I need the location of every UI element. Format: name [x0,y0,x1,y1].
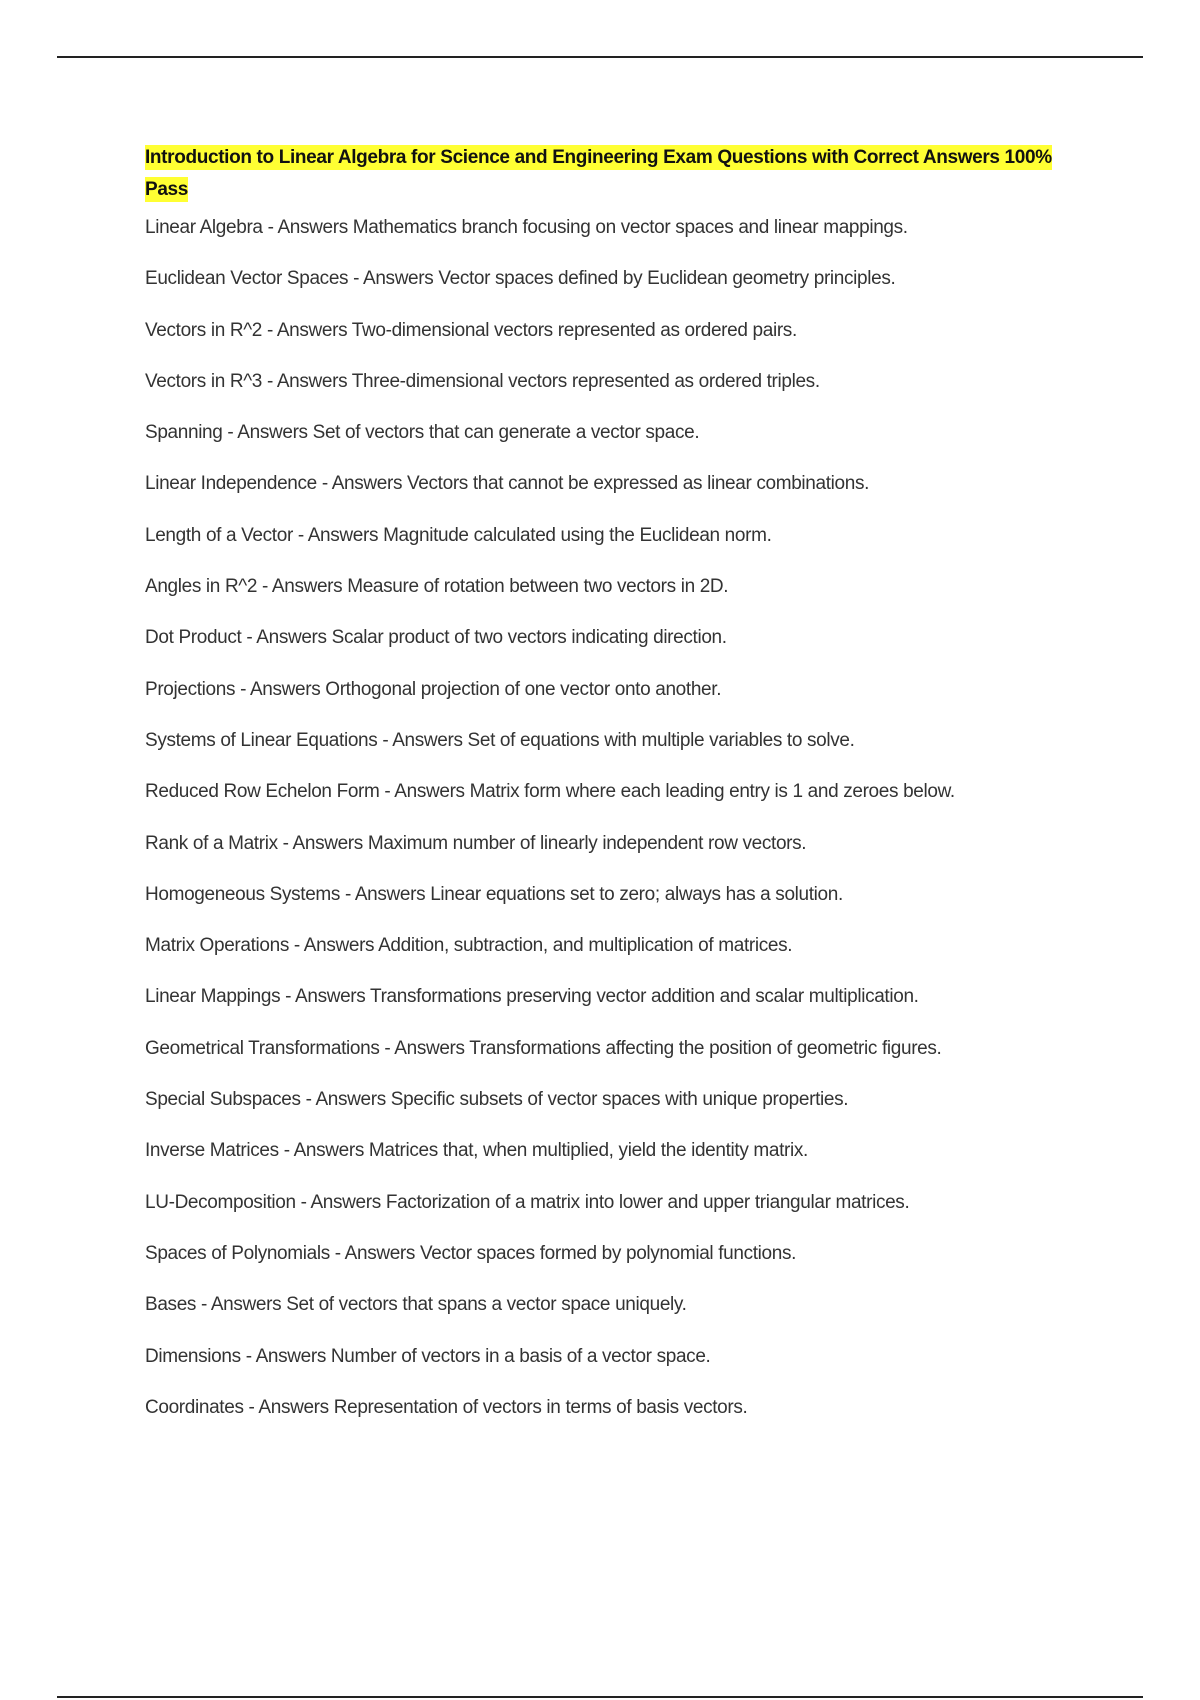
qa-separator: - [196,1294,211,1316]
qa-term: Linear Independence [145,473,317,495]
qa-list [145,216,1065,1420]
qa-separator: - [262,370,277,392]
document-title [145,142,1065,206]
qa-term: Spanning [145,422,223,444]
qa-item [145,1191,1065,1215]
qa-separator: - [292,524,308,546]
qa-item [145,985,1065,1009]
qa-item [145,832,1065,856]
qa-term: LU-Decomposition [145,1191,296,1213]
qa-term: Projections [145,678,236,700]
qa-separator: - [243,1396,259,1418]
qa-item [145,626,1065,650]
qa-separator: - [277,832,293,854]
qa-answer: Answers Transformations affecting the position of geometric figures. [394,1037,942,1059]
qa-term: Bases [145,1294,197,1316]
qa-separator: - [348,268,363,290]
qa-term: Length of a Vector [145,524,293,546]
qa-answer: Answers Representation of vectors in terms of basis vectors. [258,1396,748,1418]
qa-item [145,934,1065,958]
qa-answer: Answers Specific subsets of vector spaces with unique properties. [315,1089,849,1111]
qa-answer: Answers Scalar product of two vectors indicating direction. [256,627,727,649]
qa-separator: - [316,473,332,495]
qa-term: Linear Algebra [145,217,263,238]
qa-answer: Answers Vectors that cannot be expressed as linear combinations. [331,473,870,495]
qa-separator: - [235,678,250,700]
qa-term: Vectors in R^3 [145,370,263,392]
qa-term: Vectors in R^2 [145,319,263,341]
qa-answer: Answers Vector spaces formed by polynomial functions. [344,1242,797,1264]
qa-item [145,472,1065,496]
qa-separator: - [257,576,272,598]
qa-separator: - [295,1191,311,1213]
qa-item [145,729,1065,753]
qa-answer: Answers Maximum number of linearly independent row vectors. [292,832,807,854]
qa-term: Rank of a Matrix [145,832,278,854]
qa-answer: Answers Matrices that, when multiplied, yield the identity matrix. [293,1140,808,1162]
qa-term: Geometrical Transformations [145,1037,380,1059]
qa-term: Linear Mappings [145,986,281,1008]
qa-answer: Answers Set of equations with multiple variables to solve. [392,729,855,751]
qa-term: Special Subspaces [145,1089,301,1111]
qa-answer: Answers Mathematics branch focusing on vector spaces and linear mappings. [277,217,908,238]
qa-answer: Answers Factorization of a matrix into lower and upper triangular matrices. [310,1191,910,1213]
qa-term: Inverse Matrices [145,1140,279,1162]
qa-separator: - [289,935,304,957]
qa-term: Homogeneous Systems [145,883,341,905]
qa-answer: Answers Vector spaces defined by Euclidean geometry principles. [363,268,896,290]
qa-answer: Answers Addition, subtraction, and multiplication of matrices. [303,935,793,957]
qa-term: Reduced Row Echelon Form [145,781,380,803]
qa-term: Systems of Linear Equations [145,729,378,751]
qa-answer: Answers Transformations preserving vector addition and scalar multiplication. [295,986,919,1008]
qa-term: Spaces of Polynomials [145,1242,330,1264]
qa-answer: Answers Number of vectors in a basis of a vector space. [255,1345,711,1367]
document-body [145,142,1065,1447]
qa-item [145,370,1065,394]
qa-separator: - [222,422,238,444]
qa-item [145,1396,1065,1420]
title-highlight: Introduction to Linear Algebra for Science and Engineering Exam Questions with Correct Answers 100% Pass [145,147,1052,200]
qa-item [145,1139,1065,1163]
qa-separator: - [240,1345,256,1367]
qa-answer: Answers Three-dimensional vectors represented as ordered triples. [276,370,820,392]
qa-separator: - [262,217,278,238]
qa-separator: - [379,781,395,803]
qa-separator: - [280,986,296,1008]
qa-answer: Answers Measure of rotation between two vectors in 2D. [271,576,729,598]
qa-separator: - [300,1089,316,1111]
qa-answer: Answers Matrix form where each leading entry is 1 and zeroes below. [394,781,955,803]
qa-separator: - [377,729,393,751]
qa-answer: Answers Magnitude calculated using the Euclidean norm. [307,524,772,546]
qa-answer: Answers Set of vectors that can generate a vector space. [237,422,700,444]
qa-item [145,678,1065,702]
qa-item [145,319,1065,343]
qa-item [145,575,1065,599]
qa-item [145,1242,1065,1266]
header-rule [57,56,1143,58]
footer-rule [57,1696,1143,1698]
qa-item [145,1345,1065,1369]
qa-item [145,1293,1065,1317]
qa-term: Dot Product [145,627,242,649]
qa-item [145,780,1065,804]
qa-term: Angles in R^2 [145,576,258,598]
qa-term: Euclidean Vector Spaces [145,268,349,290]
qa-item [145,524,1065,548]
qa-separator: - [278,1140,294,1162]
qa-term: Matrix Operations [145,935,289,957]
qa-item [145,883,1065,907]
qa-item [145,1088,1065,1112]
qa-item [145,216,1065,240]
qa-answer: Answers Orthogonal projection of one vector onto another. [249,678,722,700]
qa-separator: - [241,627,257,649]
qa-answer: Answers Set of vectors that spans a vector space uniquely. [210,1294,687,1316]
qa-item [145,267,1065,291]
qa-answer: Answers Two-dimensional vectors represented as ordered pairs. [276,319,797,341]
qa-term: Dimensions [145,1345,241,1367]
qa-term: Coordinates [145,1396,244,1418]
qa-separator: - [379,1037,395,1059]
qa-separator: - [329,1242,345,1264]
qa-separator: - [262,319,277,341]
qa-separator: - [340,883,355,905]
qa-item [145,1037,1065,1061]
qa-answer: Answers Linear equations set to zero; always has a solution. [354,883,843,905]
qa-item [145,421,1065,445]
